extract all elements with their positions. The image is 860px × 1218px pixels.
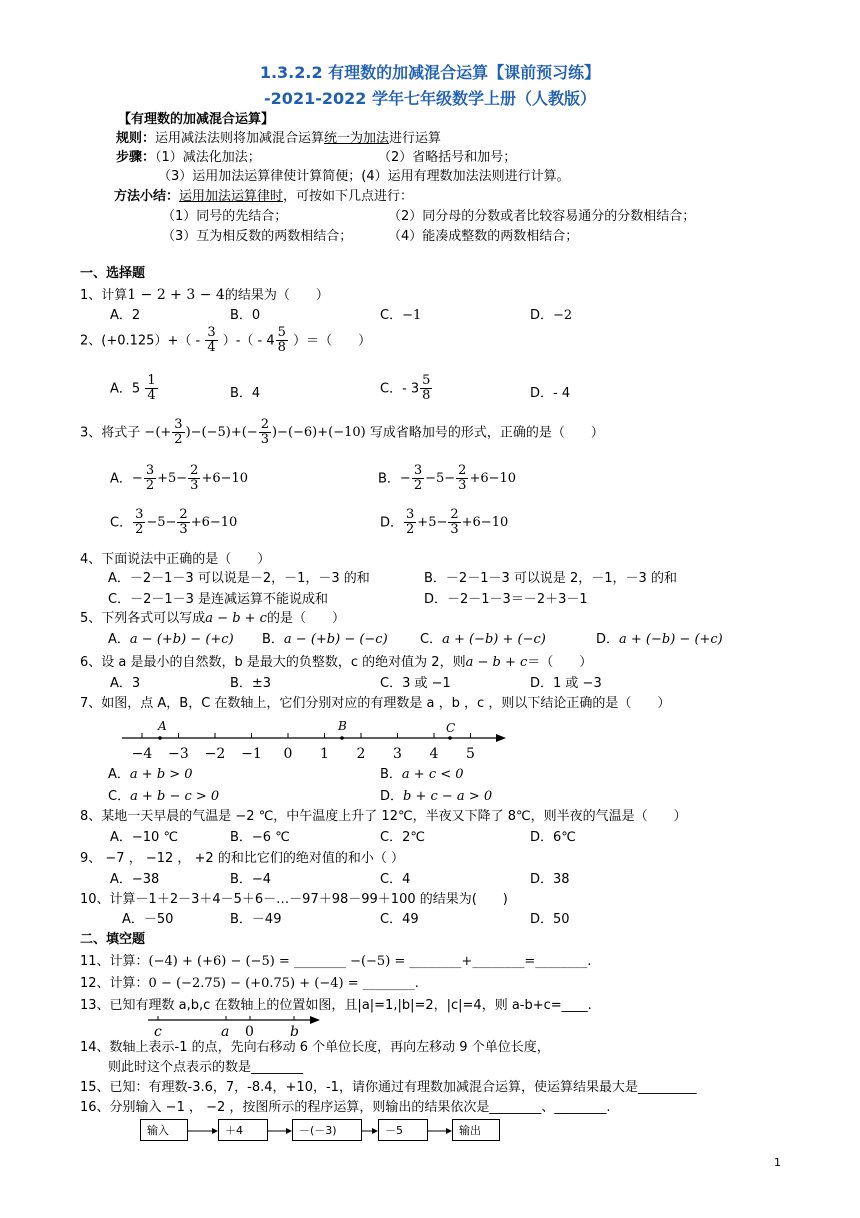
q5-stem [80,611,345,627]
q11-expression: (−4) + (+6) − (−5) = ________ −(−5) = ________+________=________. [148,954,592,969]
q3-option-d-label: D． [380,515,404,531]
q4-option-b: B．－2－1－3 可以说是 2，－1，－3 的和 [424,571,677,586]
q16-stem: 16、分别输入 −1 ， −2 ，按图所示的程序运算，则输出的结果依次是________、________. [80,1100,611,1115]
q2-fraction-1-den: 4 [207,340,216,356]
summary-heading: 【有理数的加减混合运算】 [118,112,275,127]
q3-option-c-label: C． [110,515,133,531]
q6-option-d: D．1 或 −3 [530,676,602,691]
q2-option-c-label: C．- 3 [380,381,420,397]
section-choice-heading: 一、选择题 [80,266,146,281]
q6-stem-b: ＝（ ） [527,655,593,670]
q7-option-a [108,767,193,783]
q10-option-d: D．50 [530,912,570,927]
q7-option-c [108,789,219,805]
q13-label-b: b [290,1024,299,1040]
q2-option-c [380,374,433,404]
q13-label-c: c [154,1024,162,1040]
flow-box-minus-neg3: －(－3) [292,1119,362,1141]
q7-option-d [380,789,492,805]
q8-option-a: A．−10 ℃ [110,830,179,845]
q3-stem-a: 3、将式子 [80,425,141,441]
q10-option-c: C．49 [380,912,419,927]
q5-stem-a: 5、下列各式可以写成 [80,611,206,626]
q7-point-a [158,736,162,740]
method-line [114,189,413,205]
q5-option-d-expr: a + (−b) − (+c) [619,632,723,647]
q13-number-line [146,1014,326,1040]
q1-stem-a: 1、计算 [80,288,128,303]
q14-line2: 则此时这个点表示的数是________ [108,1060,304,1075]
q2-option-a-den: 4 [147,388,156,404]
q7-tick-label: 0 [283,746,293,762]
q4-stem: 4、下面说法中正确的是（ ） [80,552,271,567]
method-post: ，可按如下几点进行： [283,189,414,204]
q7-option-a-expr: a + b > 0 [129,767,193,782]
q3-option-b-label: B． [378,471,400,487]
q2-stem-a: 2、(+0.125）+（ - [80,333,201,349]
q11-label: 11、计算： [80,954,149,969]
q2-fraction-1-num: 3 [207,325,216,340]
q10-option-b: B．－49 [230,912,282,927]
q9-stem: 9、 −7 ， −12 ， +2 的和比它们的绝对值的和小（ ） [80,851,404,866]
q6-expression: a − b + c [465,655,528,670]
q7-tick-label: 4 [429,746,439,762]
q1-stem [80,287,329,304]
q5-option-b-expr: a − (+b) − (−c) [283,632,388,647]
q7-point-c [448,736,452,740]
q2-option-a-num: 1 [147,373,156,388]
q5-option-c-expr: a + (−b) + (−c) [442,632,546,647]
q9-option-c: C．4 [380,872,411,887]
q6-option-c: C．3 或 −1 [380,676,451,691]
q7-option-c-label: C． [108,789,131,804]
q8-stem: 8、某地一天早晨的气温是 −2 ℃，中午温度上升了 12℃，半夜又下降了 8℃，则半夜的气温是（ ） [80,809,687,824]
q7-tick-label: 3 [393,746,402,762]
q7-tick-label: 1 [320,746,329,762]
q13-label-zero: 0 [245,1024,254,1040]
method-4: （4）能凑成整数的两数相结合； [388,229,579,244]
q1-option-c [380,308,421,324]
q1-option-d-value: −2 [553,308,573,323]
step-3-4: （3）运用加法运算律使计算简便；(4）运用有理数加法法则进行计算。 [158,169,570,184]
step-1: （1）减法化加法； [155,150,261,165]
q2-stem-c: ）＝（ ） [293,333,372,349]
q5-option-b-label: B． [262,632,284,647]
rule-text-pre: 运用减法法则将加减混合运算 [155,131,325,146]
q3-stem-b: 写成省略加号的形式，正确的是（ ） [369,425,604,441]
q14-line1: 14、数轴上表示-1 的点，先向右移动 6 个单位长度，再向左移动 9 个单位长度， [80,1040,550,1055]
q1-option-c-value: −1 [402,308,422,323]
q11 [80,954,591,970]
q7-option-b-expr: a + c < 0 [401,767,464,782]
q6-stem-a: 6、设 a 是最小的自然数，b 是最大的负整数，c 的绝对值为 2，则 [80,655,466,670]
q2-option-c-den: 8 [422,388,431,404]
q8-option-d: D．6℃ [530,830,576,845]
q2-option-b: B．4 [230,386,261,401]
q9-option-b: B．−4 [230,872,272,887]
q2-fraction-2 [276,326,288,356]
q10-stem: 10、计算－1＋2－3＋4－5＋6－…－97＋98－99＋100 的结果为( ) [80,892,508,907]
q2-fraction-2-num: 5 [277,325,286,340]
q7-number-line [118,716,508,766]
doc-title-line1: 1.3.2.2 有理数的加减混合运算【课前预习练】 [259,63,601,82]
q5-option-b [262,632,388,648]
q6-stem [80,655,592,671]
q15-stem: 15、已知：有理数-3.6，7，-8.4，+10，-1，请你通过有理数加减混合运算，使运算结果最大是_________ [80,1080,697,1095]
q1-option-b: B．0 [230,308,261,323]
q4-option-a: A．－2－1－3 可以说是－2，－1，－3 的和 [108,571,370,586]
method-1: （1）同号的先结合； [162,209,288,224]
q1-option-d-label: D． [530,308,554,323]
q1-option-d [530,308,572,324]
q2-stem-b: ）-（ - 4 [222,333,275,349]
q5-option-a [108,632,234,648]
q4-option-d: D．－2－1－3＝－2＋3－1 [424,592,588,607]
q12-label: 12、计算： [80,976,149,991]
q5-option-d-label: D． [596,632,620,647]
method-underlined: 运用加法运算律时 [179,189,284,204]
q5-option-a-label: A． [108,632,130,647]
q3-option-a: A．− $\frac{3}{2}$ +5− $\frac{2}{3}$ +6−10 [110,463,249,494]
q12 [80,976,419,992]
q3-option-c: C． $\frac{3}{2}$ −5− $\frac{2}{3}$ +6−10 [110,507,238,538]
q5-option-c-label: C． [420,632,443,647]
q3-expression: −(+ $\frac{3}{2}$ )−(−5)+(− $\frac{2}{3}$ )−(−6)+(−10) [144,417,366,448]
q13-stem: 13、已知有理数 a,b,c 在数轴上的位置如图，且|a|=1,|b|=2，|c|=4，则 a-b+c=____. [80,998,592,1013]
q7-option-b-label: B． [380,767,402,782]
q1-expression: 1 − 2 + 3 − 4 [127,287,225,303]
steps-line1 [116,150,261,166]
flow-box-minus5: －5 [378,1119,428,1141]
q2-option-c-num: 5 [422,373,431,388]
q6-option-b: B．±3 [230,676,272,691]
q7-option-a-label: A． [108,767,130,782]
q1-stem-b: 的结果为（ ） [224,288,329,303]
method-label: 方法小结： [114,189,180,204]
rule-line [116,131,441,147]
q7-point-c-label: C [446,721,456,735]
q2-option-a-label: A．5 [110,381,141,397]
q12-expression: 0 − (−2.75) − (+0.75) + (−4) = ________. [148,976,419,991]
q1-option-a: A．2 [110,308,141,323]
q7-tick-label: −2 [204,746,226,762]
q13-label-a: a [221,1024,230,1040]
q9-option-a: A．−38 [110,872,160,887]
method-2: （2）同分母的分数或者比较容易通分的分数相结合； [388,209,696,224]
page-number: 1 [774,1156,781,1169]
q7-option-b [380,767,464,783]
method-3: （3）互为相反数的两数相结合； [162,229,353,244]
q8-option-c: C．2℃ [380,830,425,845]
q5-stem-b: 的是（ ） [266,611,345,626]
q7-tick-label: −1 [241,746,262,762]
section-fill-heading: 二、填空题 [80,932,146,947]
q5-option-a-expr: a − (+b) − (+c) [129,632,234,647]
q2-option-d: D．- 4 [530,386,571,401]
rule-text-post: 进行运算 [389,131,442,146]
q7-tick-label: −3 [168,746,189,762]
q2-fraction-2-den: 8 [277,340,286,356]
q7-option-d-expr: b + c − a > 0 [403,789,493,804]
flow-box-plus4: ＋4 [218,1119,268,1141]
flow-box-output: 输出 [452,1119,500,1141]
q7-point-b [340,736,344,740]
q2-option-a-fraction [145,374,157,404]
q2-option-c-fraction [420,374,432,404]
q7-option-c-expr: a + b − c > 0 [130,789,220,804]
flow-box-input: 输入 [140,1119,188,1141]
q7-point-a-label: A [158,719,167,733]
q3-stem [80,418,604,448]
steps-label: 步骤： [116,150,156,165]
q7-tick-label: 5 [466,746,475,762]
q7-stem: 7、如图，点 A，B，C 在数轴上，它们分别对应的有理数是 a ，b ，c ，则以下结论正确的是（ ） [80,696,671,711]
rule-label: 规则： [116,131,156,146]
q2-option-a [110,374,159,404]
q3-option-a-label: A． [110,471,132,487]
q7-point-b-label: B [338,719,347,733]
q3-option-d: D． $\frac{3}{2}$ +5− $\frac{2}{3}$ +6−10 [380,507,509,538]
q9-option-d: D．38 [530,872,570,887]
doc-title-line2: -2021-2022 学年七年级数学上册（人教版） [264,89,596,108]
q7-option-d-label: D． [380,789,404,804]
rule-text-underlined: 统一为加法 [324,131,390,146]
q2-fraction-1 [205,326,217,356]
q10-option-a: A．－50 [122,912,174,927]
q8-option-b: B．−6 ℃ [230,830,290,845]
q6-option-a: A．3 [110,676,141,691]
q7-tick-label: −4 [131,746,153,762]
step-2: （2）省略括号和加号； [378,150,517,165]
q7-tick-label: 2 [356,746,366,762]
q4-option-c: C．－2－1－3 是连减运算不能说成和 [108,592,329,607]
q3-option-b: B．− $\frac{3}{2}$ −5− $\frac{2}{3}$ +6−10 [378,463,517,494]
q1-option-c-label: C． [380,308,403,323]
q5-option-d [596,632,723,648]
q2-stem [80,326,371,356]
q5-option-c [420,632,546,648]
q5-expression: a − b + c [205,611,267,626]
